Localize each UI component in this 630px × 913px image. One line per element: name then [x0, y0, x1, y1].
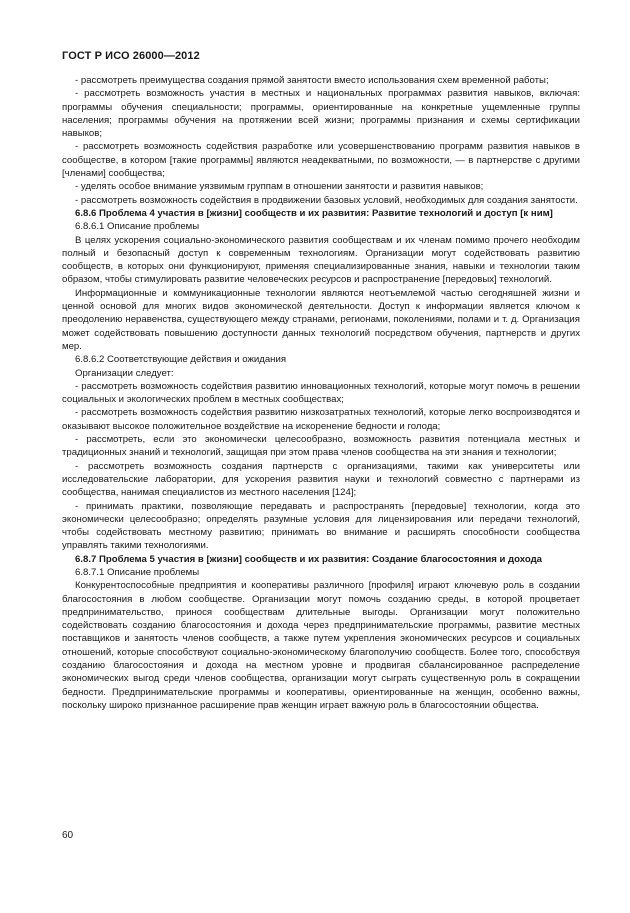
body-paragraph: - рассмотреть возможность содействия развитию низкозатратных технологий, которые легко воспроизводятся и оказывают высокое положительное воздействие на искоренение бедности и голода;	[62, 407, 580, 432]
section-heading: 6.8.7 Проблема 5 участия в [жизни] сообществ и их развития: Создание благосостояния и дохода	[75, 553, 543, 565]
body-paragraph: Конкурентоспособные предприятия и кооперативы различного [профиля] играют ключевую роль в создании благосостояния в любом сообществе. Организации могут помочь созданию среды, в которой процветает предпринимательство, принося сообществам длительные выгоды. Организации могут положительно содействовать созданию благосостояния и дохода через предпринимательские программы, развитие местных поставщиков и занятость членов сообществ, а также путем укрепления экономических ресурсов и социальных отношений, которые способствуют социально-экономическому благополучию сообществ. Более того, способствуя созданию благосостояния и дохода на местном уровне и продвигая сбалансированное распределение экономических выгод среди членов сообщества, организации могут сыграть существенную роль в сокращении бедности. Предпринимательские программы и кооперативы, ориентированные на женщин, особенно важны, поскольку широко признанное расширение прав женщин играет важную роль в благосостоянии общества.	[62, 580, 580, 711]
document-body	[62, 74, 580, 712]
body-paragraph: 6.8.6.1 Описание проблемы	[75, 221, 200, 233]
document-page	[62, 50, 580, 712]
body-paragraph: - рассмотреть возможность содействия развитию инновационных технологий, которые могут помочь в решении социальных и экологических проблем в местных сообществах;	[62, 380, 580, 406]
body-paragraph: - принимать практики, позволяющие передавать и распространять [передовые] технологии, когда это экономически целесообразно; определять разумные условия для лицензирования или передачи технологий, чтобы содействовать местному развитию; принимать во внимание и расширять способности сообщества управлять такими технологиями.	[62, 500, 580, 552]
body-paragraph: В целях ускорения социально-экономического развития сообществам и их членам помимо прочего необходим полный и безопасный доступ к современным технологиям. Организации могут содействовать развитию сообществ, в которых они функционируют, применяя специализированные знания, навыки и технологии таким образом, чтобы стимулировать развитие человеческих ресурсов и распространение [передовых] технологий.	[62, 234, 580, 286]
body-paragraph: - рассмотреть возможность содействия разработке или усовершенствованию программ развития навыков в сообществе, в котором [такие программы] являются неадекватными, по возможности, — в партнерстве с другими [членами] сообщества;	[62, 141, 580, 180]
body-paragraph: - рассмотреть преимущества создания прямой занятости вместо использования схем временной работы;	[75, 75, 549, 86]
page-number: 60	[62, 830, 74, 841]
body-paragraph: - уделять особое внимание уязвимым группам в отношении занятости и развития навыков;	[75, 181, 484, 193]
body-paragraph: - рассмотреть возможность создания партнерств с организациями, такими как университеты или исследовательские лаборатории, для ускорения развития науки и технологий совместно с партнерами из сообщества, нанимая специалистов из местного населения [124];	[62, 460, 580, 499]
body-paragraph: - рассмотреть возможность участия в местных и национальных программах развития навыков, включая: программы обучения специальности; программы, ориентированные на конкретные ущемленные группы населения; программы обучения на протяжении всей жизни; программы признания и схемы сертификации навыков;	[62, 88, 580, 140]
body-paragraph: - рассмотреть, если это экономически целесообразно, возможность развития потенциала местных и традиционных знаний и технологий, защищая при этом права членов сообщества на эти знания и технологии;	[62, 434, 580, 459]
document-header-title: ГОСТ Р ИСО 26000—2012	[62, 50, 200, 62]
body-paragraph: Информационные и коммуникационные технологии являются неотъемлемой частью сегодняшней жизни и ценной основой для многих видов экономической деятельности. Доступ к информации является ключом к преодолению неравенства, существующего между странами, регионами, поколениями, полами и т. д. Организация может содействовать повышению доступности данных технологий посредством обучения, партнерств и других мер.	[62, 287, 580, 352]
body-paragraph: 6.8.6.2 Соответствующие действия и ожидания	[75, 354, 287, 366]
section-heading: 6.8.6 Проблема 4 участия в [жизни] сообществ и их развития: Развитие технологий и доступ [к ним]	[75, 207, 553, 219]
body-paragraph: - рассмотреть возможность содействия в продвижении базовых условий, необходимых для создания занятости.	[75, 194, 578, 206]
body-paragraph: Организации следует:	[75, 367, 174, 379]
body-paragraph: 6.8.7.1 Описание проблемы	[75, 566, 200, 578]
